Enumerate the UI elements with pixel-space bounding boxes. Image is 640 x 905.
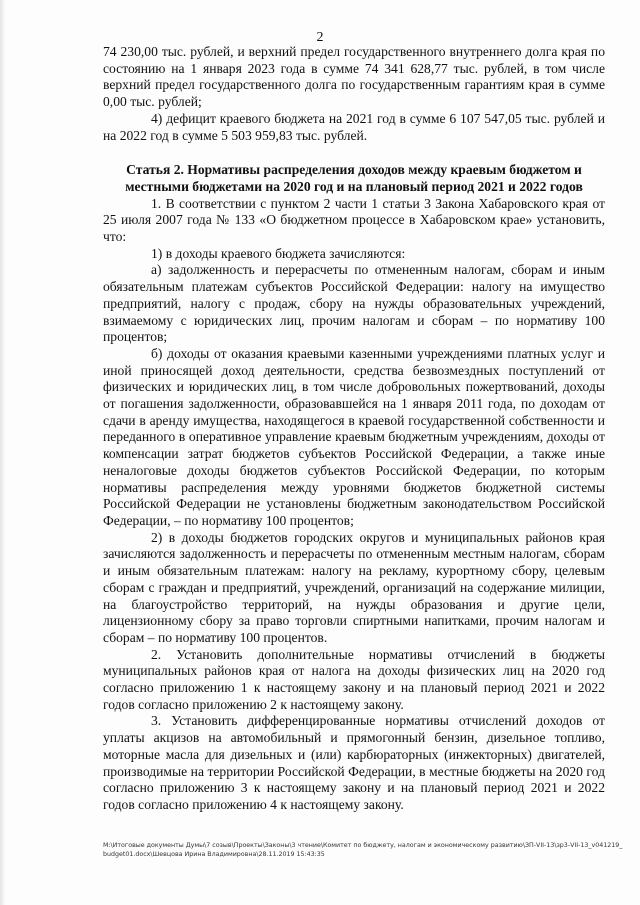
document-body	[103, 44, 605, 814]
paragraph-1-1-b: б) доходы от оказания краевыми казенными учреждениями платных услуг и иной приносящей доход деятельности, средства безвозмездных поступлений от физических и юридических лиц, в том числе добровольных пожертвований, доходы от погашения задолженности, образовавшейся на 1 января 2011 года, по доходам от сдачи в аренду имущества, находящегося в краевой государственной собственности и переданного в оперативное управление краевым бюджетным учреждениям, доходы от компенсации затрат бюджетов субъектов Российской Федерации, а также иные неналоговые доходы бюджетов субъектов Российской Федерации, по которым нормативы распределения между уровнями бюджетов бюджетной системы Российской Федерации не установлены бюджетным законодательством Российской Федерации, – по нормативу 100 процентов;	[103, 345, 605, 528]
paragraph-2: 2. Установить дополнительные нормативы отчислений в бюджеты муниципальных районов края от налога на доходы физических лиц на 2020 год согласно приложению 1 к настоящему закону и на плановый период 2021 и 2022 годов согласно приложению 2 к настоящему закону.	[103, 646, 605, 712]
paragraph-1-1-a: а) задолженность и перерасчеты по отмененным налогам, сборам и иным обязательным платежам субъектов Российской Федерации: налогу на имущество предприятий, налогу с продаж, сбору на нужды образовательных учреждений, взимаемому с юридических лиц, прочим налогам и сборам – по нормативу 100 процентов;	[103, 262, 605, 345]
paragraph-3: 3. Установить дифференцированные нормативы отчислений доходов от уплаты акцизов на автомобильный и прямогонный бензин, дизельное топливо, моторные масла для дизельных и (или) карбюраторных (инжекторных) двигателей, производимые на территории Российской Федерации, в местные бюджеты на 2020 год согласно приложению 3 к настоящему закону и на плановый период 2021 и 2022 годов согласно приложению 4 к настоящему закону.	[103, 713, 605, 812]
scan-edge	[0, 0, 6, 905]
paragraph-deficit: 4) дефицит краевого бюджета на 2021 год в сумме 6 107 547,05 тыс. рублей и на 2022 год в сумме 5 503 959,83 тыс. рублей.	[103, 110, 605, 143]
paragraph-1-1: 1) в доходы краевого бюджета зачисляются:	[151, 245, 406, 261]
page-number: 2	[316, 30, 324, 45]
article-title: Статья 2. Нормативы распределения доходов между краевым бюджетом и местными бюджетами на 2020 год и на плановый период 2021 и 2022 годов	[125, 162, 583, 194]
paragraph-continuation: 74 230,00 тыс. рублей, и верхний предел государственного внутреннего долга края по состоянию на 1 января 2023 года в сумме 74 341 628,77 тыс. рублей, в том числе верхний предел государственного долга по государственным гарантиям края в сумме 0,00 тыс. рублей;	[103, 44, 605, 110]
paragraph-1-2: 2) в доходы бюджетов городских округов и муниципальных районов края зачисляются задолженность и перерасчеты по отмененным местным налогам, сборам и иным обязательным платежам: налогу на рекламу, курортному сбору, целевым сборам с граждан и предприятий, учреждений, организаций на содержание милиции, на благоустройство территорий, на нужды образования и другие цели, лицензионному сбору за право торговли спиртными напитками, прочим налогам и сборам – по нормативу 100 процентов.	[103, 529, 605, 645]
file-path-footer: M:\Итоговые документы Думы\7 созыв\Проекты\Законы\3 чтение\Комитет по бюджету, налогам и экономическому развитию\ЗП-VII-13\зр3-VII-13_v041219_budget01.docx\Шевцова Ирина Владимировна\28.11.2019 15:43:35	[103, 842, 623, 858]
paragraph-1: 1. В соответствии с пунктом 2 части 1 статьи 3 Закона Хабаровского края от 25 июля 2007 года № 133 «О бюджетном процессе в Хабаровском крае» установить, что:	[103, 195, 605, 245]
